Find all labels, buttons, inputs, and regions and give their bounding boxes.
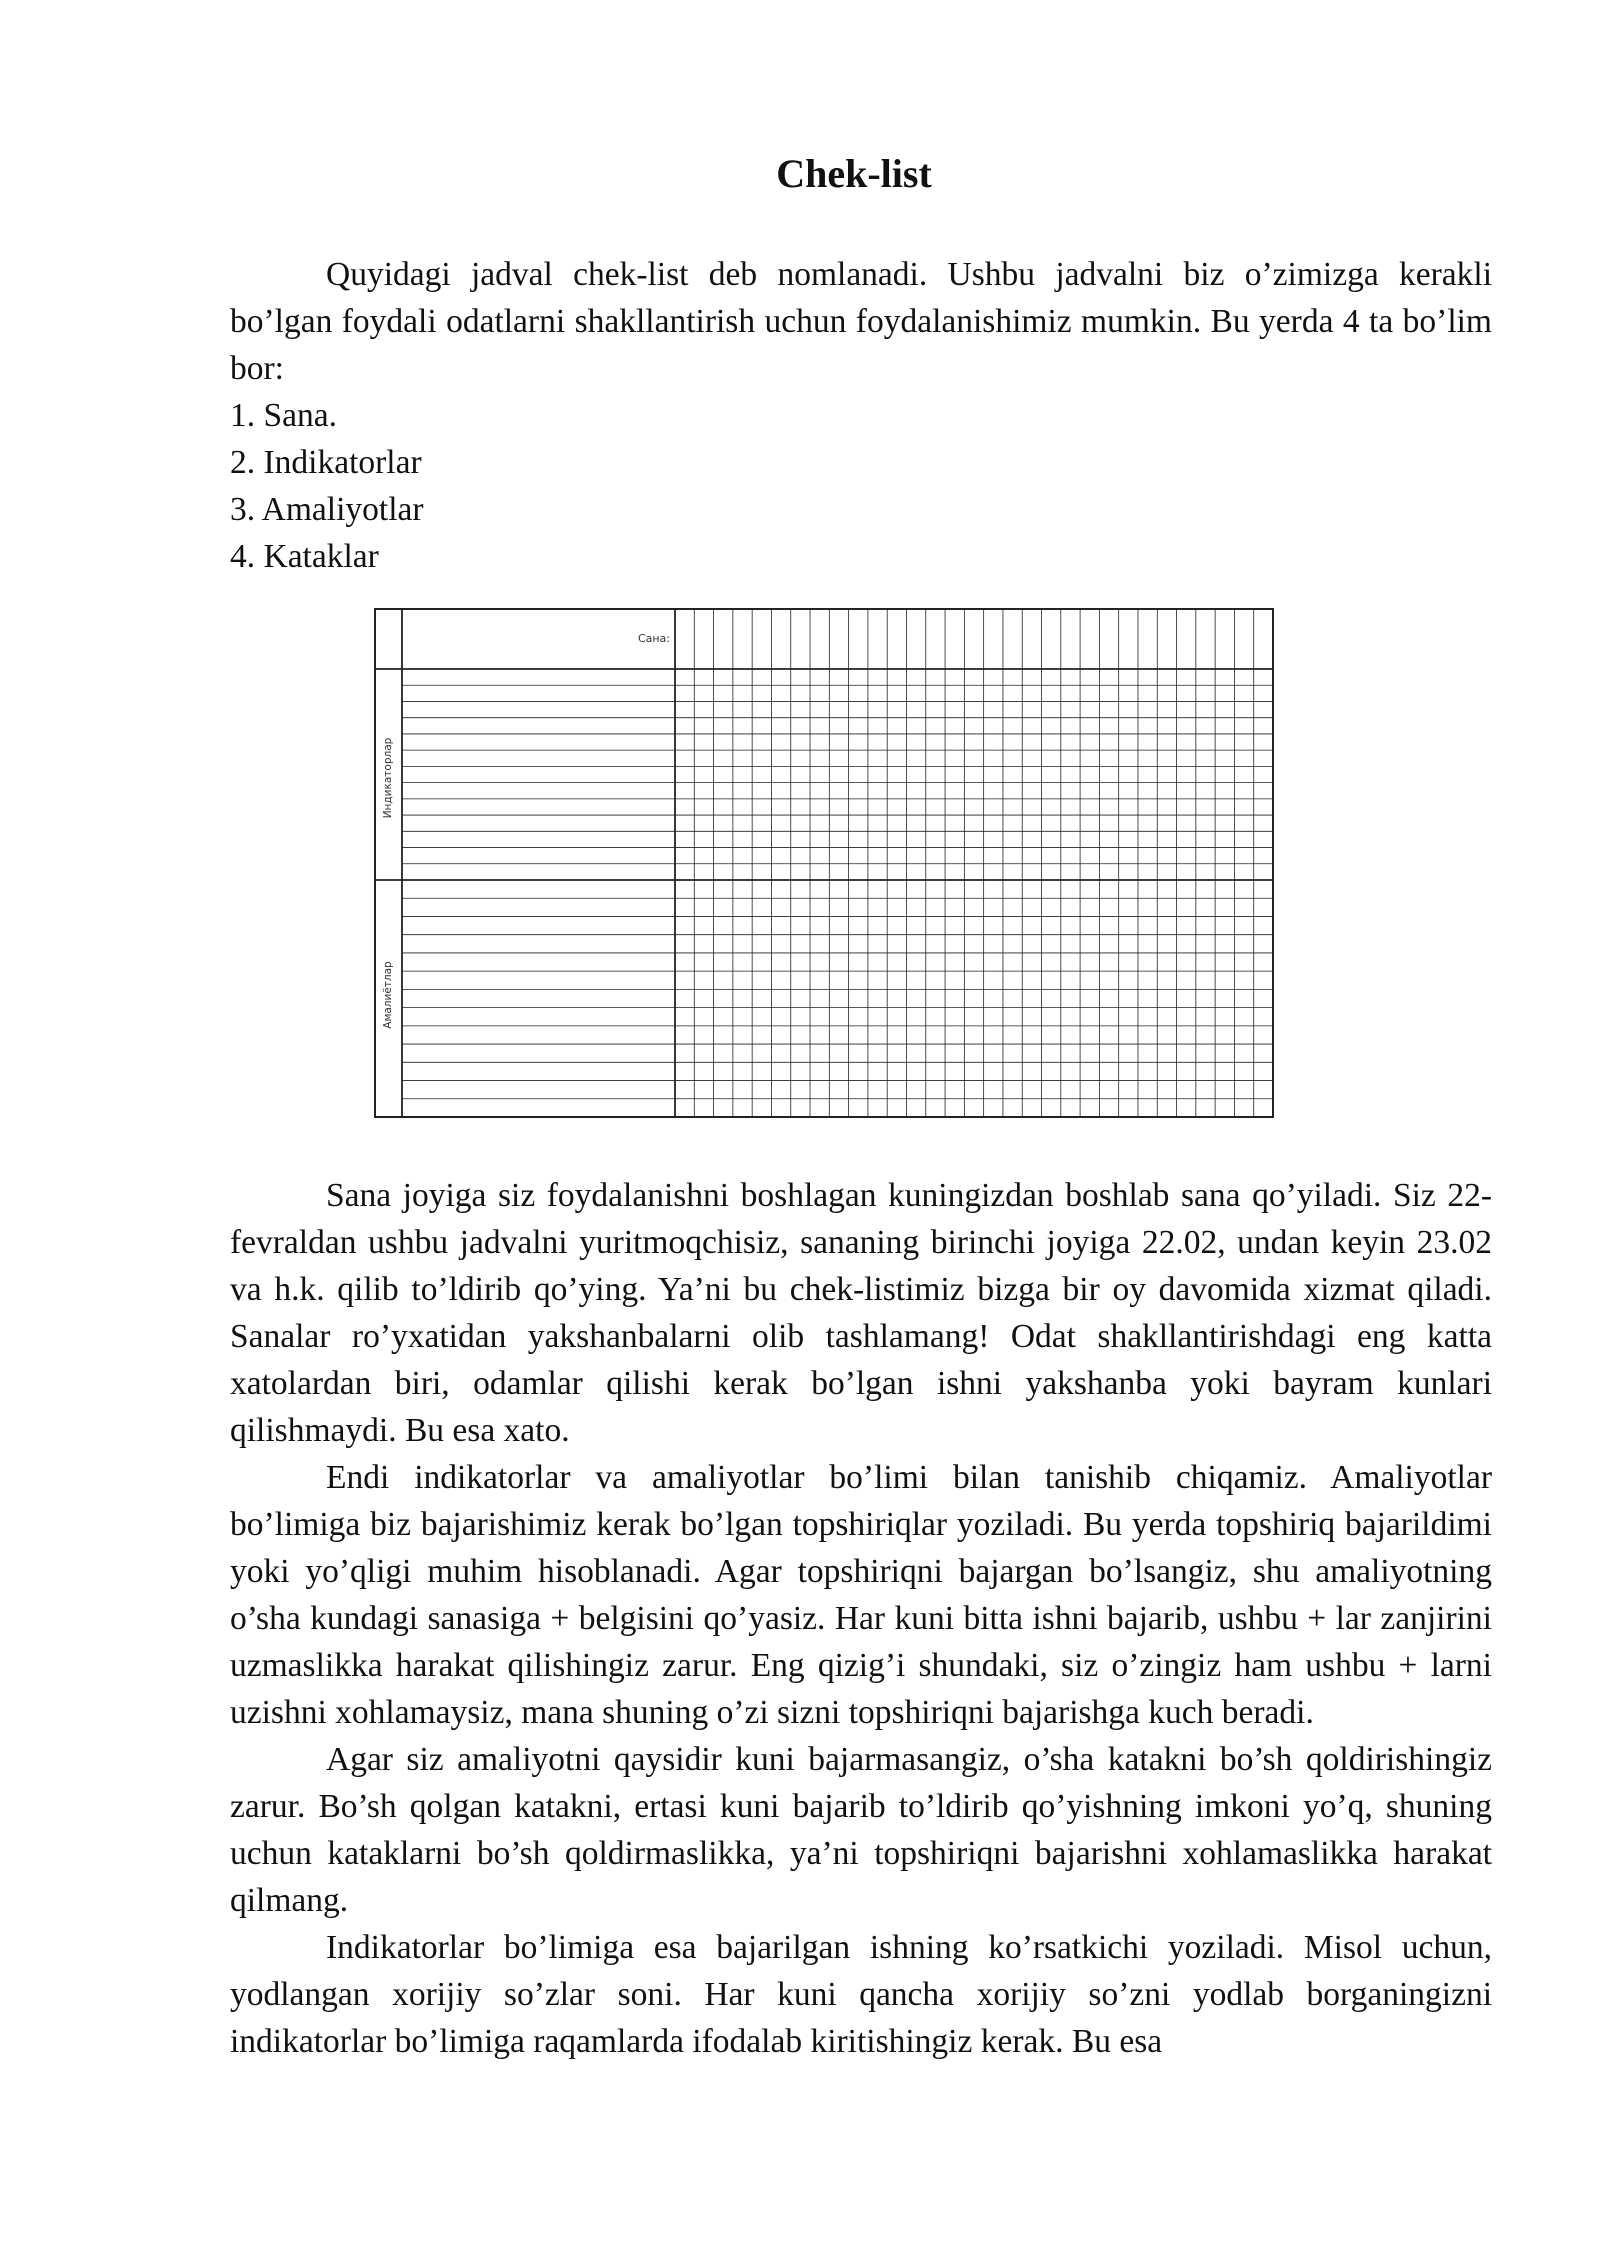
paragraph-indicators: Indikatorlar bo’limiga esa bajarilgan ishning ko’rsatkichi yoziladi. Misol uchun, yodlangan xorijiy so’zlar soni. Har kuni qancha xorijiy so’zni yodlab borganingizni indikatorlar bo’limiga raqamlarda ifodalab kiritishingiz kerak. Bu esa <box>230 1929 1492 2060</box>
paragraph-date: Sana joyiga siz foydalanishni boshlagan kuningizdan boshlab sana qo’yiladi. Siz 22-fevraldan ushbu jadvalni yuritmoqchisiz, sananing birinchi joyiga 22.02, undan keyin 23.02 va h.k. qilib to’ldirib qo’ying. Ya’ni bu chek-listimiz bizga bir oy davomida xizmat qiladi. Sanalar ro’yxatidan yakshanbalarni olib tashlamang! Odat shakllantirishdagi eng katta xatolardan biri, odamlar qilishi kerak bo’lgan ishni yakshanba yoki bayram kunlari qilishmaydi. Bu esa xato. <box>230 1177 1492 1449</box>
list-item: 4. Kataklar <box>230 538 379 575</box>
intro-paragraph: Quyidagi jadval chek-list deb nomlanadi. Ushbu jadvalni biz o’zimizga kerakli bo’lgan foydali odatlarni shakllantirish uchun foydalanishimiz mumkin. Bu yerda 4 ta bo’lim bor: <box>230 256 1492 387</box>
indicators-label: Индикаторлар <box>382 737 394 819</box>
practices-label: Амалиётлар <box>382 961 394 1029</box>
checklist-table-figure <box>374 608 1274 1118</box>
list-item: 2. Indikatorlar <box>230 444 422 481</box>
list-item: 3. Amaliyotlar <box>230 491 424 528</box>
checklist-table <box>374 608 1274 1118</box>
page-title: Chek-list <box>776 151 932 196</box>
paragraph-practices: Endi indikatorlar va amaliyotlar bo’limi bilan tanishib chiqamiz. Amaliyotlar bo’limiga biz bajarishimiz kerak bo’lgan topshiriqlar yoziladi. Bu yerda topshiriq bajarildimi yoki yo’qligi muhim hisoblanadi. Agar topshiriqni bajargan bo’lsangiz, shu amaliyotning o’sha kundagi sanasiga + belgisini qo’yasiz. Har kuni bitta ishni bajarib, ushbu + lar zanjirini uzmaslikka harakat qilishingiz zarur. Eng qizig’i shundaki, siz o’zingiz ham ushbu + larni uzishni xohlamaysiz, mana shuning o’zi sizni topshiriqni bajarishga kuch beradi. <box>230 1459 1492 1731</box>
date-label: Сана: <box>637 632 670 645</box>
paragraph-empty-cells: Agar siz amaliyotni qaysidir kuni bajarmasangiz, o’sha katakni bo’sh qoldirishingiz zarur. Bo’sh qolgan katakni, ertasi kuni bajarib to’ldirib qo’yishning imkoni yo’q, shuning uchun kataklarni bo’sh qoldirmaslikka, ya’ni topshiriqni bajarishni xohlamaslikka harakat qilmang. <box>230 1741 1492 1919</box>
list-item: 1. Sana. <box>230 397 337 434</box>
explanation-section <box>230 1172 1492 2065</box>
intro-section <box>230 251 1492 580</box>
